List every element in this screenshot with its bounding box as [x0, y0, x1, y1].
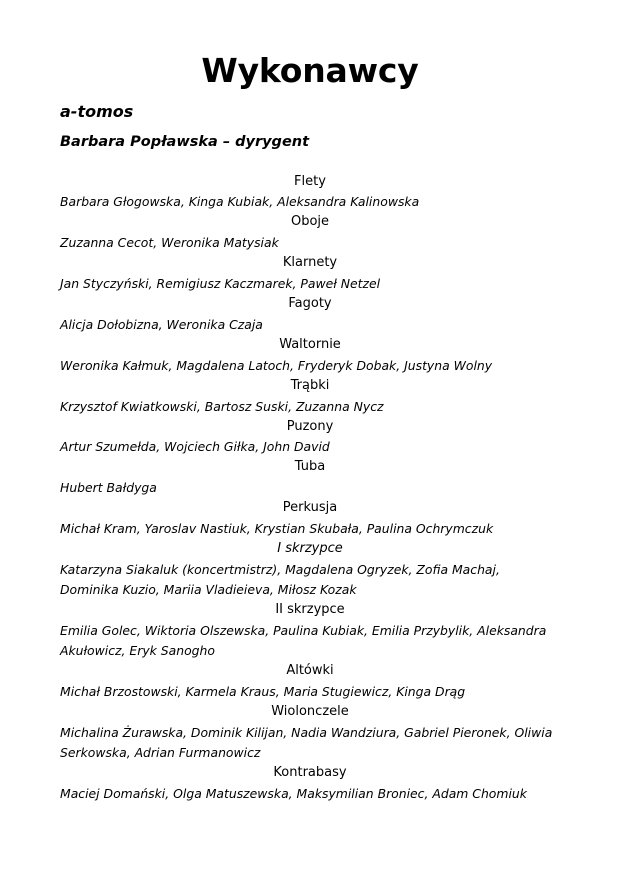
instrument-section: [60, 661, 560, 702]
section-member-names: Maciej Domański, Olga Matuszewska, Maksymilian Broniec, Adam Chomiuk: [60, 785, 527, 801]
section-heading: Fagoty: [288, 296, 332, 312]
section-heading: Kontrabasy: [273, 764, 347, 780]
section-member-names: Barbara Głogowska, Kinga Kubiak, Aleksandra Kalinowska: [60, 194, 420, 210]
section-member-names: Michał Brzostowski, Karmela Kraus, Maria Stugiewicz, Kinga Drąg: [60, 683, 466, 699]
instrument-section: [60, 253, 560, 294]
section-member-names: Krzysztof Kwiatkowski, Bartosz Suski, Zuzanna Nycz: [60, 398, 384, 414]
instrument-section: [60, 457, 560, 498]
section-heading: Flety: [294, 173, 326, 189]
section-heading: Wiolonczele: [271, 703, 349, 719]
instrument-section: [60, 335, 560, 376]
ensemble-name: a-tomos: [60, 101, 134, 121]
section-heading: Tuba: [294, 459, 326, 475]
instrument-section: [60, 294, 560, 335]
conductor-credit: Barbara Popławska – dyrygent: [60, 133, 310, 150]
section-member-names: Weronika Kałmuk, Magdalena Latoch, Fryderyk Dobak, Justyna Wolny: [60, 357, 493, 373]
section-heading: Perkusja: [282, 500, 338, 516]
section-heading: Oboje: [290, 214, 330, 230]
instrument-sections-list: [60, 152, 560, 804]
section-member-names: Alicja Dołobizna, Weronika Czaja: [60, 316, 263, 332]
section-member-names: Zuzanna Cecot, Weronika Matysiak: [60, 235, 279, 251]
section-heading: Klarnety: [282, 255, 338, 271]
section-member-names: Hubert Bałdyga: [60, 480, 157, 496]
section-heading: Waltornie: [279, 336, 341, 352]
instrument-section: [60, 702, 560, 763]
section-heading: Altówki: [286, 663, 334, 679]
section-member-names: Artur Szumełda, Wojciech Giłka, John David: [60, 439, 330, 455]
section-member-names: Michał Kram, Yaroslav Nastiuk, Krystian Skubała, Paulina Ochrymczuk: [60, 521, 494, 537]
section-member-names: Katarzyna Siakaluk (koncertmistrz), Magdalena Ogryzek, Zofia Machaj, Dominika Kuzio, Mariia Vladieieva, Miłosz Kozak: [60, 561, 500, 598]
instrument-section: [60, 600, 560, 661]
section-heading: II skrzypce: [275, 602, 345, 618]
section-heading: Trąbki: [290, 377, 330, 393]
section-member-names: Jan Styczyński, Remigiusz Kaczmarek, Paweł Netzel: [60, 276, 381, 292]
instrument-section: [60, 212, 560, 253]
instrument-section: [60, 376, 560, 417]
instrument-section: [60, 498, 560, 539]
section-heading: Puzony: [286, 418, 334, 434]
instrument-section: [60, 172, 560, 213]
section-member-names: Emilia Golec, Wiktoria Olszewska, Paulina Kubiak, Emilia Przybylik, Aleksandra Akułowicz, Eryk Sanogho: [60, 622, 547, 658]
page-title: Wykonawcy: [201, 51, 419, 90]
section-member-names: Michalina Żurawska, Dominik Kilijan, Nadia Wandziura, Gabriel Pieronek, Oliwia Serkowska, Adrian Furmanowicz: [60, 724, 553, 760]
instrument-section: [60, 763, 560, 804]
instrument-section: [60, 539, 560, 600]
instrument-section: [60, 417, 560, 458]
section-heading: I skrzypce: [277, 541, 343, 557]
